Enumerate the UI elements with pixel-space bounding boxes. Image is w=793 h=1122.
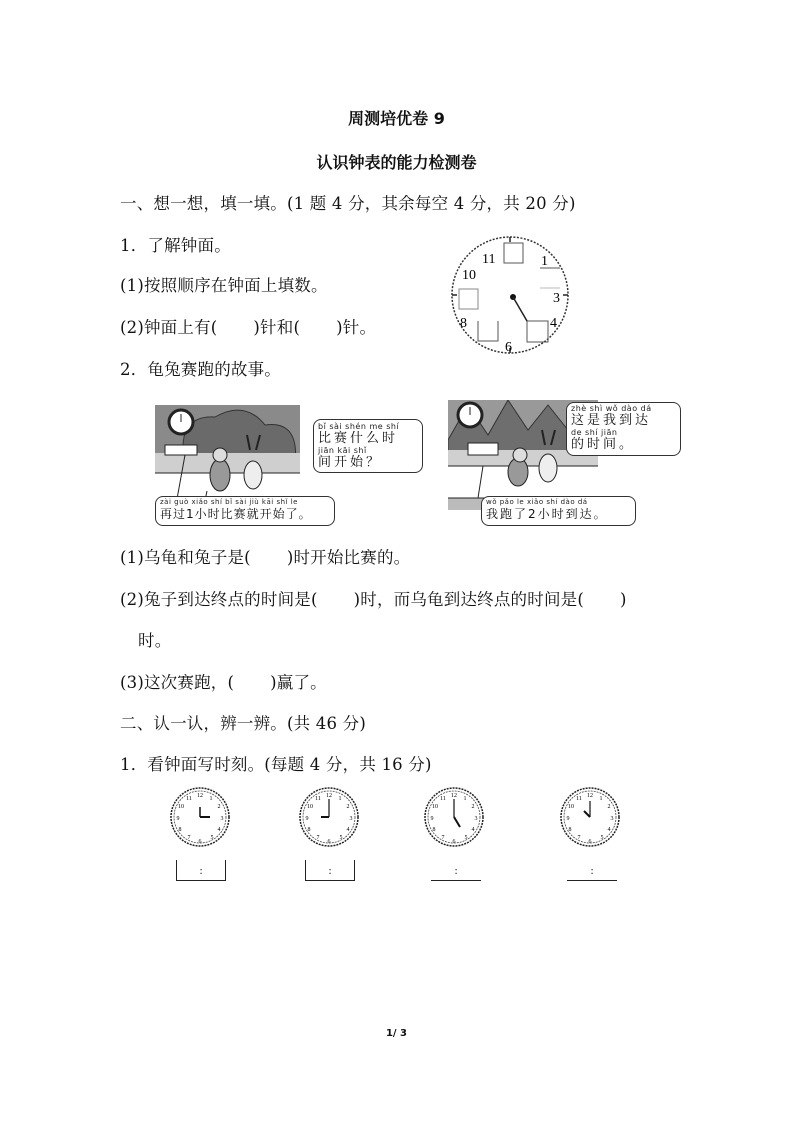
svg-text:10: 10	[462, 268, 476, 283]
text: )	[620, 590, 627, 609]
svg-text:4: 4	[346, 827, 350, 833]
clock-face-1	[168, 785, 232, 849]
svg-text:5: 5	[339, 835, 343, 841]
svg-text:12: 12	[587, 793, 593, 799]
text: )针。	[336, 318, 377, 337]
speech-bubble-question	[313, 419, 423, 473]
text: )时开始比赛的。	[286, 548, 411, 567]
svg-text:1: 1	[209, 796, 213, 802]
svg-text:8: 8	[432, 827, 436, 833]
text: (1)乌龟和兔子是(	[120, 548, 251, 567]
hanzi: 比赛什么时	[318, 431, 399, 446]
answer-line-3[interactable]: :	[431, 860, 481, 881]
svg-text:12: 12	[326, 793, 332, 799]
svg-text:3: 3	[553, 291, 560, 306]
svg-text:5: 5	[464, 835, 468, 841]
part2-question-1-title: 1．看钟面写时刻。(每题 4 分，共 16 分)	[120, 755, 432, 774]
page-subtitle: 认识钟表的能力检测卷	[316, 153, 477, 172]
text: (2)兔子到达终点的时间是(	[120, 590, 318, 609]
section-1-heading: 一、想一想，填一填。(1 题 4 分，其余每空 4 分，共 20 分)	[120, 194, 576, 213]
story-scene-finish	[448, 400, 703, 530]
svg-text:7: 7	[187, 835, 191, 841]
pinyin: wǒ pǎo le xiǎo shí dào dá	[486, 498, 588, 506]
clock-face-4	[558, 785, 622, 849]
svg-text:3: 3	[220, 816, 224, 822]
svg-text:4: 4	[217, 827, 221, 833]
question-1-title: 1．了解钟面。	[120, 236, 231, 255]
svg-text:1: 1	[599, 796, 603, 802]
hanzi: 的时间。	[571, 437, 636, 452]
question-2-sub2	[120, 586, 627, 610]
question-2-sub1	[120, 544, 410, 568]
svg-text:8: 8	[307, 827, 311, 833]
svg-text:4: 4	[471, 827, 475, 833]
svg-text:6: 6	[452, 839, 456, 845]
svg-text:1: 1	[338, 796, 342, 802]
story-scene-start	[155, 405, 420, 530]
pinyin: zhè shì wǒ dào dá	[571, 404, 652, 413]
svg-text:4: 4	[607, 827, 611, 833]
question-1-sub2	[120, 314, 376, 338]
svg-text:8: 8	[568, 827, 572, 833]
hanzi: 间开始？	[318, 455, 383, 470]
svg-text:6: 6	[198, 839, 202, 845]
svg-text:1: 1	[463, 796, 467, 802]
svg-text:6: 6	[505, 340, 512, 355]
svg-text:4: 4	[550, 316, 557, 331]
svg-text:2: 2	[217, 804, 221, 810]
answer-box-2[interactable]: :	[305, 860, 355, 881]
answer-line-4[interactable]: :	[567, 860, 617, 881]
svg-text:2: 2	[471, 804, 475, 810]
page-number: 1/ 3	[385, 1028, 408, 1039]
svg-text:10: 10	[178, 804, 184, 810]
text: )时，而乌龟到达终点的时间是(	[353, 590, 584, 609]
svg-text:12: 12	[451, 793, 457, 799]
page-title: 周测培优卷 9	[348, 109, 445, 128]
clock-face-3	[422, 785, 486, 849]
svg-text:6: 6	[588, 839, 592, 845]
speech-bubble-duration	[481, 496, 636, 526]
svg-text:2: 2	[346, 804, 350, 810]
section-2-heading: 二、认一认，辨一辨。(共 46 分)	[120, 714, 366, 733]
pinyin: de shí jiān	[571, 428, 618, 437]
pinyin: bǐ sài shén me shí	[318, 422, 400, 431]
hanzi: 这是我到达	[571, 413, 652, 428]
svg-text:11: 11	[315, 796, 321, 802]
fill-in-clock-face	[445, 233, 575, 358]
svg-text:1: 1	[541, 254, 548, 269]
svg-text:11: 11	[576, 796, 582, 802]
svg-text:8: 8	[460, 316, 467, 331]
svg-text:7: 7	[316, 835, 320, 841]
hanzi: 再过1小时比赛就开始了。	[160, 507, 312, 521]
svg-text:8: 8	[178, 827, 182, 833]
pinyin: jiān kāi shǐ	[318, 446, 367, 455]
answer-box-1[interactable]: :	[176, 860, 226, 881]
svg-text:3: 3	[349, 816, 353, 822]
svg-text:5: 5	[210, 835, 214, 841]
question-2-title: 2．龟兔赛跑的故事。	[120, 360, 281, 379]
svg-text:9: 9	[176, 816, 180, 822]
svg-text:2: 2	[607, 804, 611, 810]
svg-text:12: 12	[197, 793, 203, 799]
svg-text:7: 7	[441, 835, 445, 841]
svg-text:11: 11	[482, 252, 496, 267]
text: )赢了。	[270, 673, 327, 692]
scene-illustration-start	[155, 405, 300, 510]
svg-text:10: 10	[307, 804, 313, 810]
svg-text:10: 10	[432, 804, 438, 810]
question-2-sub3	[120, 669, 327, 693]
svg-text:6: 6	[327, 839, 331, 845]
speech-bubble-arrival	[566, 402, 681, 456]
text: (3)这次赛跑，(	[120, 673, 235, 692]
svg-text:10: 10	[568, 804, 574, 810]
text: (2)钟面上有(	[120, 318, 218, 337]
svg-text:3: 3	[610, 816, 614, 822]
svg-text:11: 11	[186, 796, 192, 802]
pinyin: zài guò xiǎo shí bǐ sài jiù kāi shǐ le	[160, 498, 298, 506]
svg-text:9: 9	[566, 816, 570, 822]
svg-text:11: 11	[440, 796, 446, 802]
question-2-sub2-cont: 时。	[138, 631, 172, 650]
svg-text:7: 7	[577, 835, 581, 841]
hanzi: 我跑了2小时到达。	[486, 507, 608, 521]
question-1-sub1: (1)按照顺序在钟面上填数。	[120, 276, 328, 295]
svg-text:9: 9	[430, 816, 434, 822]
text: )针和(	[253, 318, 301, 337]
speech-bubble-answer	[155, 496, 335, 526]
clock-face-2	[297, 785, 361, 849]
svg-text:5: 5	[600, 835, 604, 841]
svg-text:9: 9	[305, 816, 309, 822]
svg-text:3: 3	[474, 816, 478, 822]
